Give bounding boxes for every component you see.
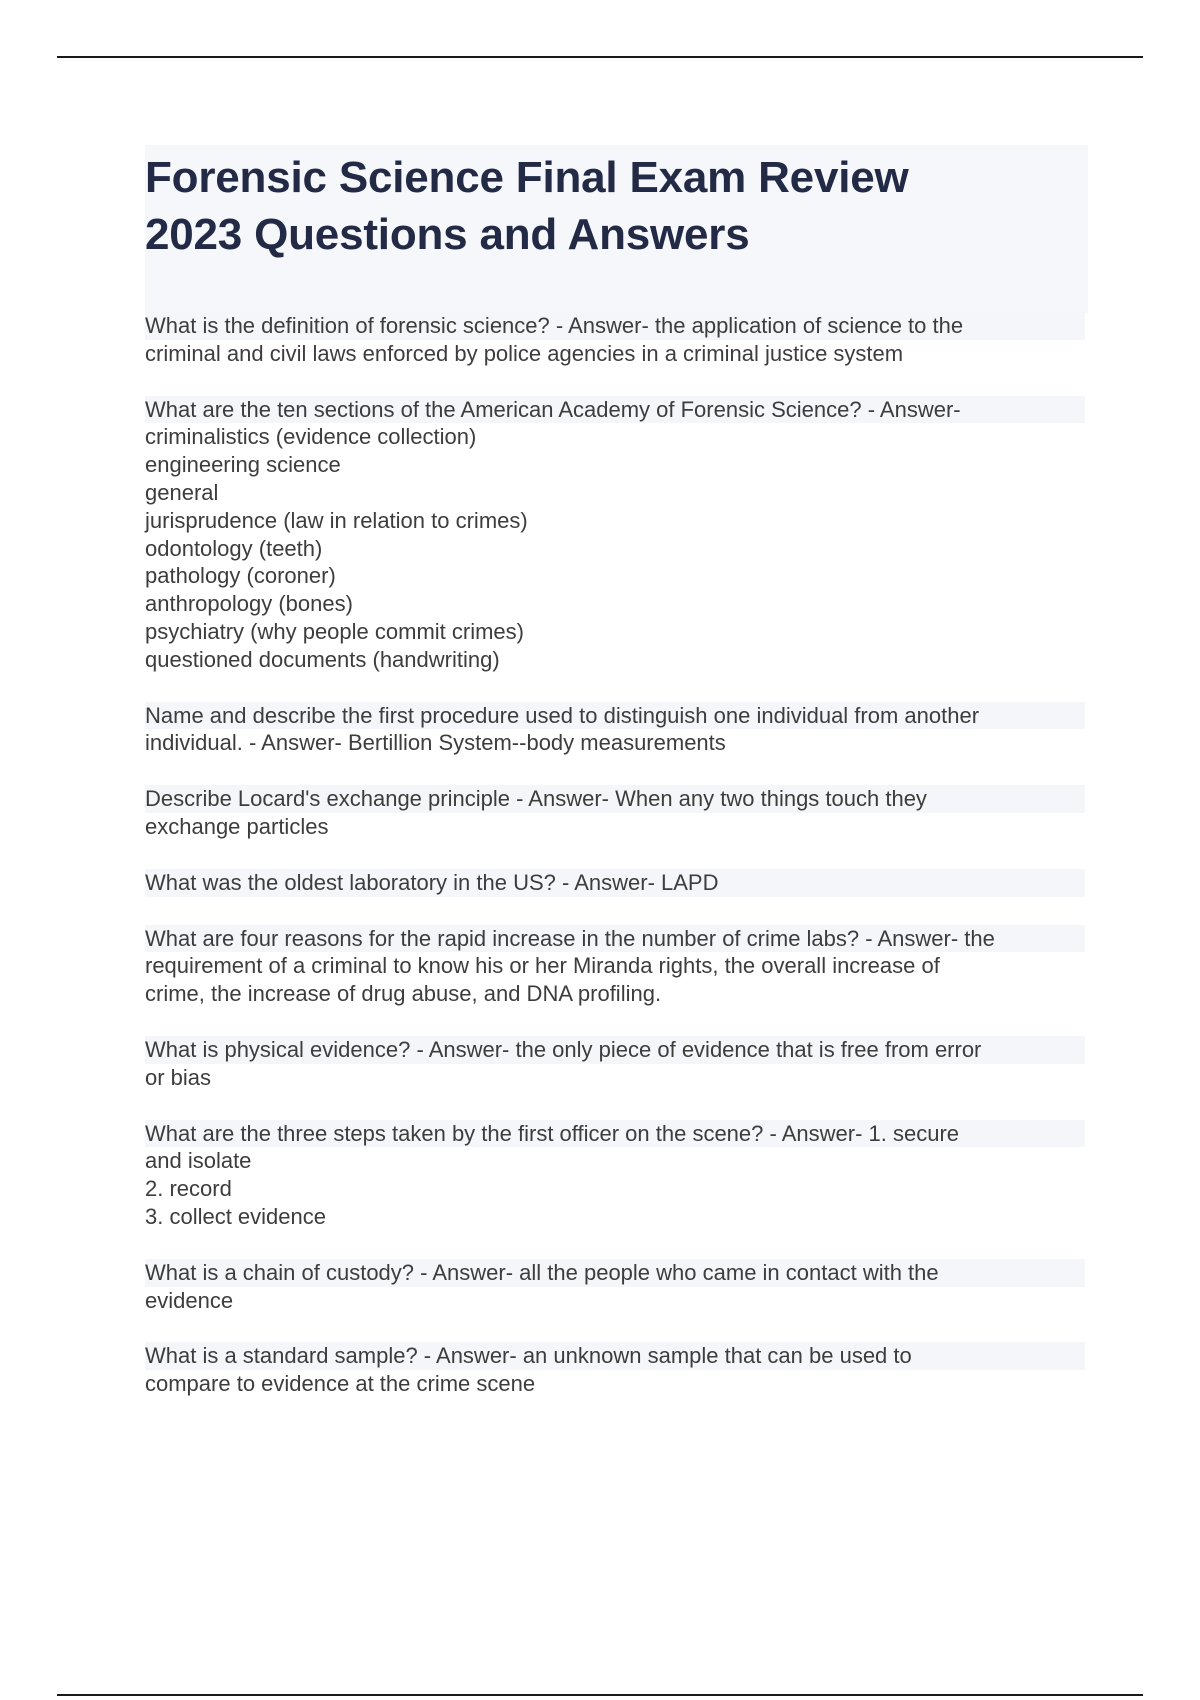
- qa-line: general: [145, 479, 219, 505]
- qa-line: What is a chain of custody? - Answer- all the people who came in contact with the: [145, 1259, 1085, 1287]
- qa-item: [145, 1120, 1085, 1231]
- qa-line: engineering science: [145, 452, 341, 478]
- qa-line: exchange particles: [145, 813, 329, 839]
- qa-line: questioned documents (handwriting): [145, 646, 500, 672]
- qa-line: pathology (coroner): [145, 563, 336, 589]
- qa-line: Name and describe the first procedure used to distinguish one individual from another: [145, 702, 1085, 730]
- qa-line: requirement of a criminal to know his or her Miranda rights, the overall increase of: [145, 953, 940, 979]
- qa-line: What is the definition of forensic science? - Answer- the application of science to the: [145, 312, 1085, 340]
- qa-line: individual. - Answer- Bertillion System--body measurements: [145, 730, 726, 756]
- qa-line: odontology (teeth): [145, 535, 323, 561]
- bottom-rule: [57, 1694, 1143, 1696]
- qa-item: [145, 396, 1085, 674]
- qa-line: What is a standard sample? - Answer- an unknown sample that can be used to: [145, 1342, 1085, 1370]
- qa-line: anthropology (bones): [145, 591, 353, 617]
- qa-line: crime, the increase of drug abuse, and DNA profiling.: [145, 981, 662, 1007]
- qa-list: [145, 312, 1085, 1426]
- qa-item: [145, 869, 1085, 897]
- qa-line: compare to evidence at the crime scene: [145, 1371, 536, 1397]
- qa-line: Describe Locard's exchange principle - Answer- When any two things touch they: [145, 785, 1085, 813]
- qa-line: evidence: [145, 1287, 234, 1313]
- qa-line: What are the ten sections of the American Academy of Forensic Science? - Answer-: [145, 396, 1085, 424]
- qa-line: criminal and civil laws enforced by police agencies in a criminal justice system: [145, 340, 904, 366]
- qa-line: criminalistics (evidence collection): [145, 424, 477, 450]
- document-title: [145, 149, 1088, 263]
- qa-line: What is physical evidence? - Answer- the only piece of evidence that is free from error: [145, 1036, 1085, 1064]
- qa-item: [145, 312, 1085, 368]
- qa-line: What are four reasons for the rapid increase in the number of crime labs? - Answer- the: [145, 925, 1085, 953]
- qa-item: [145, 1342, 1085, 1398]
- qa-line: jurisprudence (law in relation to crimes): [145, 507, 528, 533]
- qa-line: and isolate: [145, 1148, 252, 1174]
- qa-line: What are the three steps taken by the first officer on the scene? - Answer- 1. secure: [145, 1120, 1085, 1148]
- title-line: 2023 Questions and Answers: [145, 210, 750, 259]
- qa-item: [145, 925, 1085, 1008]
- qa-line: 3. collect evidence: [145, 1203, 326, 1229]
- qa-line: psychiatry (why people commit crimes): [145, 618, 524, 644]
- qa-line: or bias: [145, 1064, 212, 1090]
- qa-item: [145, 702, 1085, 758]
- qa-item: [145, 1036, 1085, 1092]
- qa-item: [145, 1259, 1085, 1315]
- qa-line: What was the oldest laboratory in the US? - Answer- LAPD: [145, 869, 1085, 897]
- title-line: Forensic Science Final Exam Review: [145, 153, 909, 202]
- top-rule: [57, 56, 1143, 58]
- qa-item: [145, 785, 1085, 841]
- title-block: [145, 145, 1088, 313]
- qa-line: 2. record: [145, 1176, 232, 1202]
